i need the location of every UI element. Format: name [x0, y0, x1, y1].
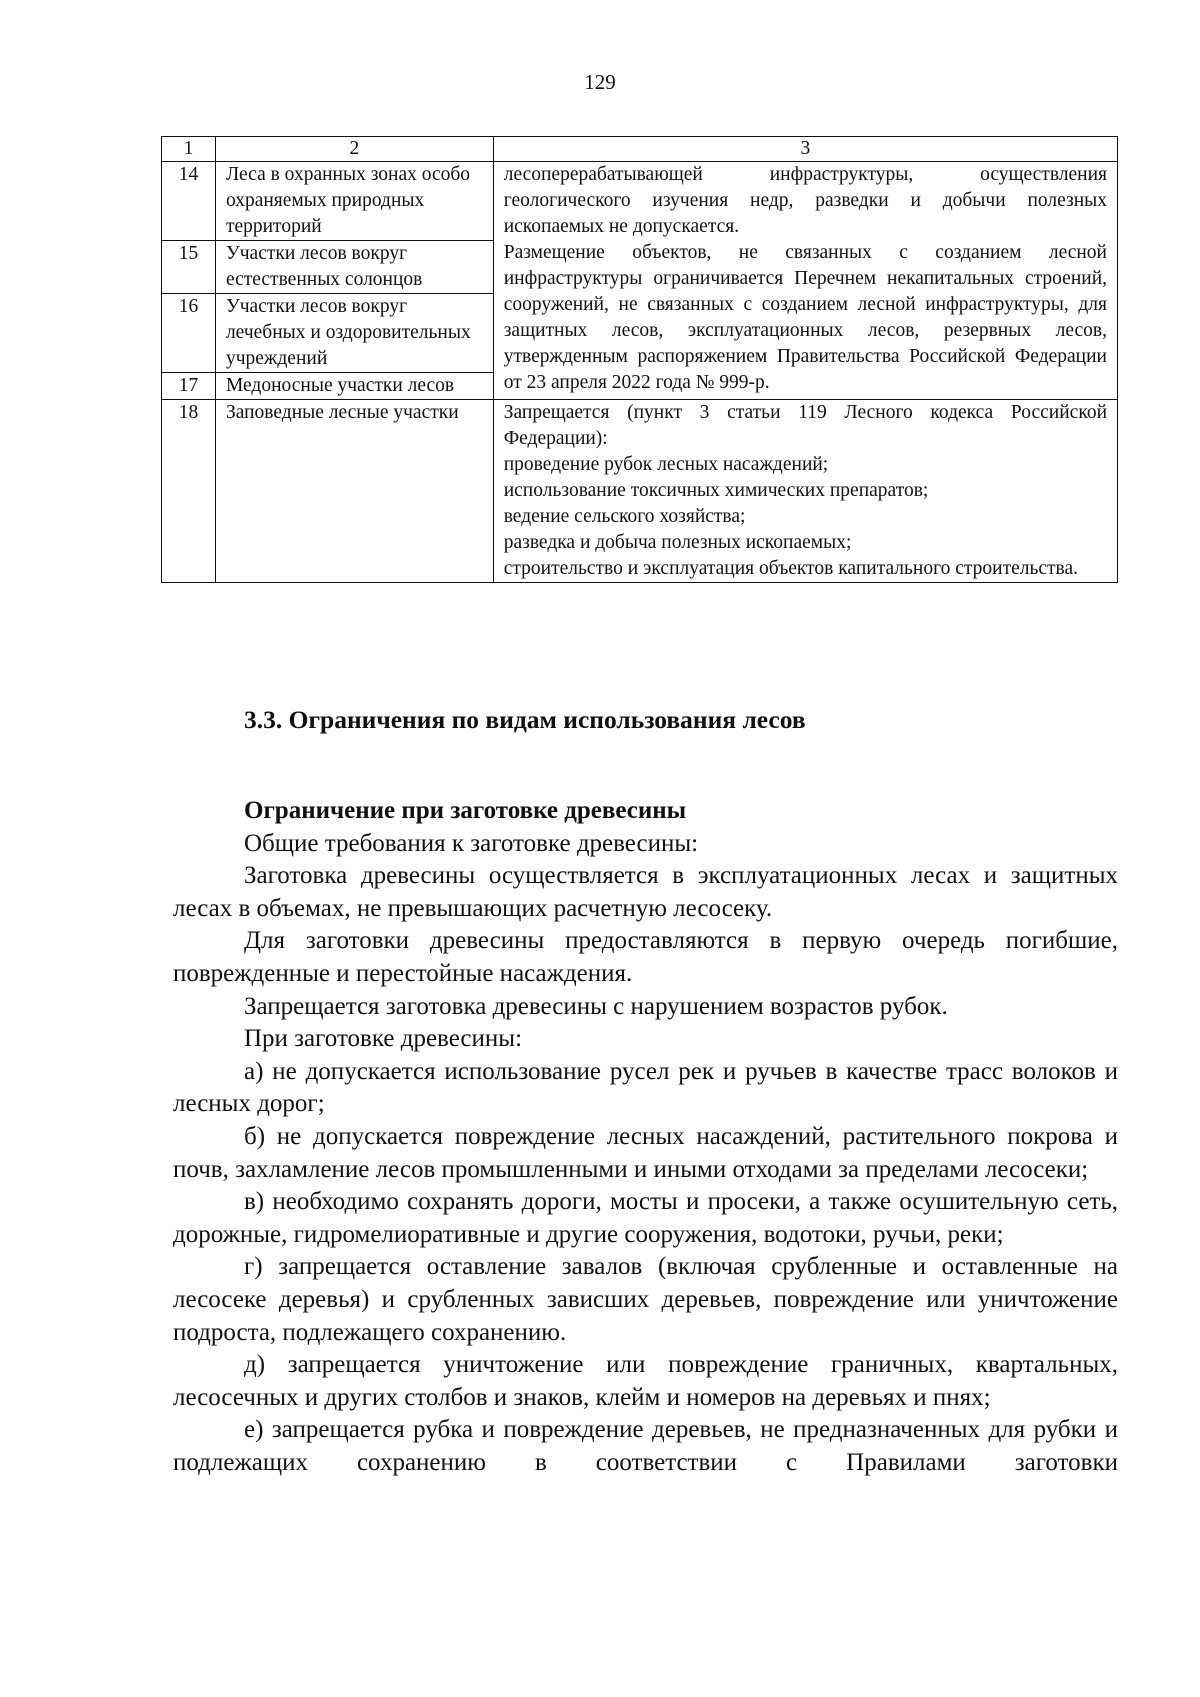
- table-row: [162, 400, 1118, 583]
- paragraph: При заготовке древесины:: [244, 1025, 523, 1053]
- section-body: [173, 795, 1118, 1479]
- forest-category: Заповедные лесные участки: [215, 400, 493, 583]
- restriction-item: разведка и добыча полезных ископаемых;: [503, 532, 852, 553]
- forest-category: Медоносные участки лесов: [215, 373, 493, 400]
- row-number: 16: [162, 294, 216, 373]
- restriction-text: Запрещается (пункт 3 статьи 119 Лесного кодекса Российской Федерации):: [503, 402, 1107, 449]
- section-heading: 3.3. Ограничения по видам использования лесов: [244, 705, 806, 734]
- page-number: 129: [584, 70, 616, 94]
- restriction-text: лесоперерабатывающей инфраструктуры, осуществления геологического изучения недр, разведки и добычи полезных ископаемых не допускается.: [503, 164, 1107, 237]
- list-item: в) необходимо сохранять дороги, мосты и просеки, а также осушительную сеть, дорожные, гидромелиоративные и другие сооружения, водотоки, ручьи, реки;: [173, 1188, 1118, 1248]
- row-number: 15: [162, 241, 216, 294]
- restriction-item: проведение рубок лесных насаждений;: [503, 454, 829, 475]
- restriction-cell: [493, 400, 1117, 583]
- row-number: 14: [162, 162, 216, 241]
- table-header-cell: 3: [493, 137, 1117, 162]
- restriction-item: использование токсичных химических препаратов;: [503, 480, 929, 501]
- list-item: е) запрещается рубка и повреждение деревьев, не предназначенных для рубки и подлежащих сохранению в соответствии с Правилами заготовки: [173, 1416, 1118, 1476]
- paragraph: Для заготовки древесины предоставляются в первую очередь погибшие, поврежденные и перестойные насаждения.: [173, 927, 1118, 987]
- restriction-item: строительство и эксплуатация объектов капитального строительства.: [503, 558, 1079, 579]
- paragraph: Общие требования к заготовке древесины:: [244, 829, 699, 857]
- restriction-item: ведение сельского хозяйства;: [503, 506, 746, 527]
- table-row: [162, 162, 1118, 241]
- restrictions-table: [161, 136, 1118, 583]
- paragraph: Заготовка древесины осуществляется в эксплуатационных лесах и защитных лесах в объемах, не превышающих расчетную лесосеку.: [173, 862, 1118, 922]
- paragraph: Запрещается заготовка древесины с нарушением возрастов рубок.: [244, 992, 948, 1020]
- list-item: а) не допускается использование русел рек и ручьев в качестве трасс волоков и лесных дорог;: [173, 1057, 1118, 1118]
- subsection-heading: Ограничение при заготовке древесины: [244, 797, 687, 824]
- restriction-text: Размещение объектов, не связанных с созданием лесной инфраструктуры ограничивается Перечнем некапитальных строений, сооружений, не связанных с созданием лесной инфраструктуры, для защитных лесов, эксплуатационных лесов, резервных лесов, утвержденным распоряжением Правительства Российской Федерации от 23 апреля 2022 года № 999-р.: [503, 242, 1107, 393]
- table-header-cell: 1: [162, 137, 216, 162]
- table-header-row: [162, 137, 1118, 162]
- table-header-cell: 2: [215, 137, 493, 162]
- list-item: б) не допускается повреждение лесных насаждений, растительного покрова и почв, захламление лесов промышленными и иными отходами за пределами лесосеки;: [173, 1122, 1118, 1183]
- row-number: 17: [162, 373, 216, 400]
- restriction-cell: [493, 162, 1117, 400]
- forest-category: Участки лесов вокруг естественных солонцов: [215, 241, 493, 294]
- list-item: г) запрещается оставление завалов (включая срубленные и оставленные на лесосеке деревья) и срубленных зависших деревьев, повреждение или уничтожение подроста, подлежащего сохранению.: [173, 1253, 1118, 1346]
- forest-category: Леса в охранных зонах особо охраняемых природных территорий: [215, 162, 493, 241]
- list-item: д) запрещается уничтожение или повреждение граничных, квартальных, лесосечных и других столбов и знаков, клейм и номеров на деревьях и пнях;: [173, 1351, 1118, 1411]
- row-number: 18: [162, 400, 216, 583]
- forest-category: Участки лесов вокруг лечебных и оздоровительных учреждений: [215, 294, 493, 373]
